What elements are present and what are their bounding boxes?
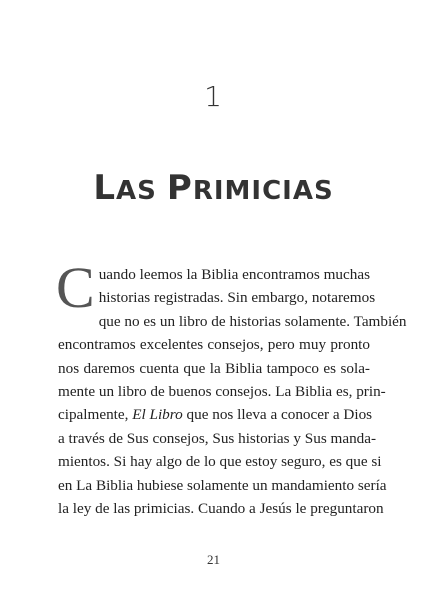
text-line: nos daremos cuenta que la Biblia tampoco es sola-: [58, 359, 370, 377]
text-line: encontramos excelentes consejos, pero muy pronto: [58, 336, 370, 354]
text-line: mente un libro de buenos consejos. La Biblia es, prin-: [58, 383, 386, 401]
title-initial-2: P: [166, 168, 193, 208]
text-line: uando leemos la Biblia encontramos muchas: [98, 266, 370, 283]
text-line: mientos. Si hay algo de lo que estoy seguro, es que si: [58, 453, 382, 471]
title-initial-1: L: [93, 168, 116, 208]
drop-cap: C: [56, 255, 95, 320]
text-segment: que nos lleva a conocer a Dios: [182, 406, 373, 424]
book-title-italic: El Libro: [132, 406, 183, 424]
text-line: la ley de las primicias. Cuando a Jesús le preguntaron: [58, 500, 384, 518]
text-line: a través de Sus consejos, Sus historias y Sus manda-: [58, 429, 377, 447]
text-line: historias registradas. Sin embargo, notaremos: [98, 289, 376, 307]
body-paragraph: [56, 255, 407, 520]
title-rest-1: AS: [116, 176, 167, 206]
text-segment: cipalmente,: [58, 406, 133, 424]
title-rest-2: RIMICIAS: [192, 176, 334, 206]
chapter-title: [0, 168, 427, 208]
text-line: en La Biblia hubiese solamente un mandamiento sería: [58, 476, 387, 494]
chapter-number: 1: [204, 80, 223, 113]
text-line: que no es un libro de historias solamente. También: [98, 312, 407, 330]
text-line: [58, 403, 373, 426]
page-number: 21: [207, 552, 220, 567]
